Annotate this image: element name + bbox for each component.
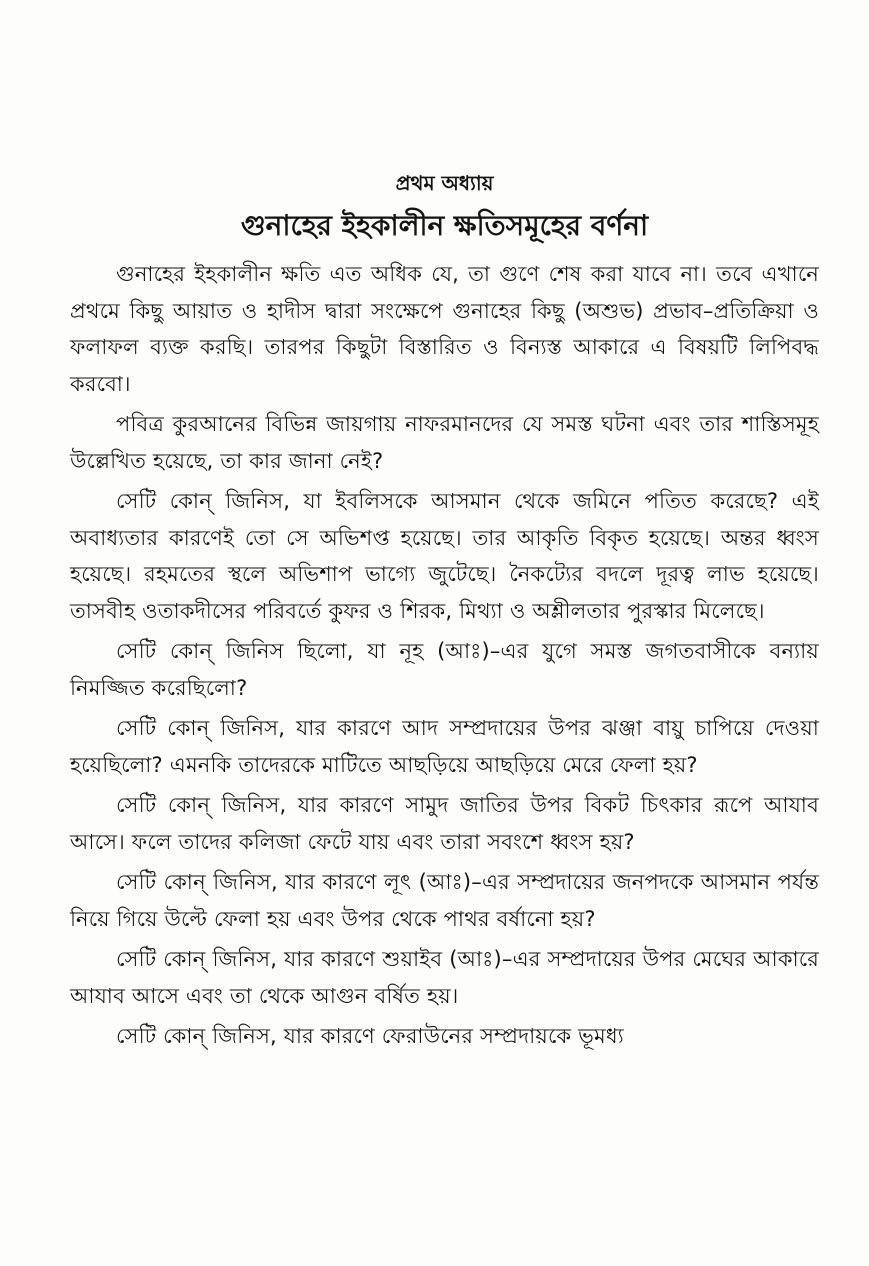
paragraph: সেটি কোন্ জিনিস, যার কারণে শুয়াইব (আঃ)–এর সম্প্রদায়ের উপর মেঘের আকারে আযাব আসে এবং তা থেকে আগুন বর্ষিত হয়। bbox=[70, 947, 819, 1008]
paragraph: সেটি কোন্ জিনিস, যার কারণে লূৎ (আঃ)–এর সম্প্রদায়ের জনপদকে আসমান পর্যন্ত নিয়ে গিয়ে উল্টে ফেলা হয় এবং উপর থেকে পাথর বর্ষানো হয়? bbox=[70, 870, 819, 931]
paragraph: সেটি কোন্ জিনিস, যার কারণে আদ সম্প্রদায়ের উপর ঝঞ্জা বায়ু চাপিয়ে দেওয়া হয়েছিলো? এমনকি তাদেরকে মাটিতে আছড়িয়ে আছড়িয়ে মেরে ফেলা হয়? bbox=[70, 716, 819, 777]
paragraph: সেটি কোন্ জিনিস ছিলো, যা নূহ (আঃ)–এর যুগে সমস্ত জগতবাসীকে বন্যায় নিমজ্জিত করেছিলো? bbox=[70, 639, 819, 700]
chapter-label: প্রথম অধ্যায় bbox=[395, 171, 494, 195]
paragraph: সেটি কোন্ জিনিস, যার কারণে সামুদ জাতির উপর বিকট চিৎকার রূপে আযাব আসে। ফলে তাদের কলিজা ফেটে যায় এবং তারা সবংশে ধ্বংস হয়? bbox=[70, 793, 819, 854]
paragraph: সেটি কোন্ জিনিস, যা ইবলিসকে আসমান থেকে জমিনে পতিত করেছে? এই অবাধ্যতার কারণেই তো সে অভিশপ্ত হয়েছে। তার আকৃতি বিকৃত হয়েছে। অন্তর ধ্বংস হয়েছে। রহমতের স্থলে অভিশাপ ভাগ্যে জুটেছে। নৈকট্যের বদলে দূরত্ব লাভ হয়েছে। তাসবীহ ওতাকদীসের পরিবর্তে কুফর ও শিরক, মিথ্যা ও অশ্লীলতার পুরস্কার মিলেছে। bbox=[70, 489, 819, 623]
chapter-title: গুনাহের ইহকালীন ক্ষতিসমূহের বর্ণনা bbox=[240, 209, 649, 242]
paragraph: পবিত্র কুরআনের বিভিন্ন জায়গায় নাফরমানদের যে সমস্ত ঘটনা এবং তার শাস্তিসমূহ উল্লেখিত হয়েছে, তা কার জানা নেই? bbox=[70, 412, 819, 473]
paragraph: গুনাহের ইহকালীন ক্ষতি এত অধিক যে, তা গুণে শেষ করা যাবে না। তবে এখানে প্রথমে কিছু আয়াত ও হাদীস দ্বারা সংক্ষেপে গুনাহের কিছু (অশুভ) প্রভাব–প্রতিক্রিয়া ও ফলাফল ব্যক্ত করছি। তারপর কিছুটা বিস্তারিত ও বিন্যস্ত আকারে এ বিষয়টি লিপিবদ্ধ করবো। bbox=[70, 262, 819, 396]
paragraph: সেটি কোন্ জিনিস, যার কারণে ফেরাউনের সম্প্রদায়কে ভূমধ্য bbox=[116, 1024, 624, 1048]
